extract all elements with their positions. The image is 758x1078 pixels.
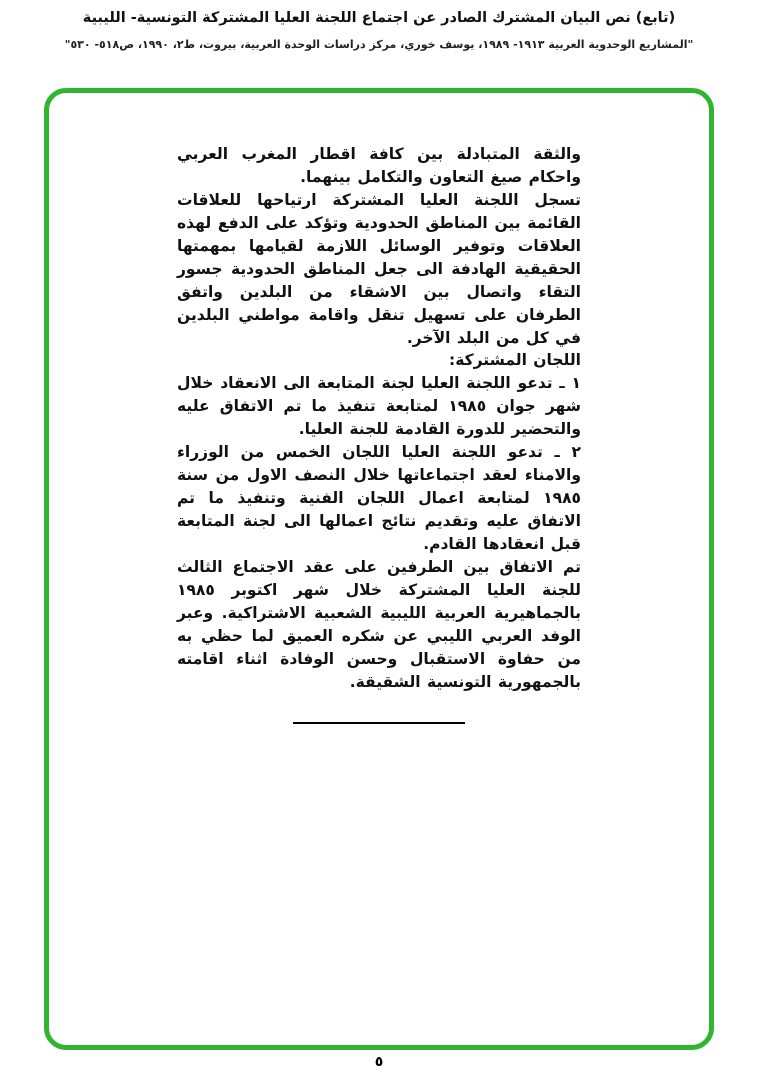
paragraph-item-2: ٢ ـ تدعو اللجنة العليا اللجان الخمس من الوزراء والامناء لعقد اجتماعاتها خلال النصف الاول من سنة ١٩٨٥ لمتابعة اعمال اللجان الفنية وتنفيذ ما تم الاتفاق عليه وتقديم نتائج اعمالها الى لجنة المتابعة قبل انعقادها القادم. — [177, 443, 581, 553]
page-border-frame — [44, 88, 714, 1050]
document-source-citation: "المشاريع الوحدوية العربية ١٩١٣- ١٩٨٩، يوسف خوري، مركز دراسات الوحدة العربية، بيروت، ط٢، ١٩٩٠، ص٥١٨- ٥٣٠" — [64, 38, 694, 51]
paragraph-committee-relations: تسجل اللجنة العليا المشتركة ارتياحها للعلاقات القائمة بين المناطق الحدودية وتؤكد على الدفع لهذه العلاقات وتوفير الوسائل اللازمة لقيامها بمهمتها الحقيقية الهادفة الى جعل المناطق الحدودية جسور التقاء واتصال بين الاشقاء من البلدين واتفق الطرفان على تسهيل تنقل واقامة مواطني البلدين في كل من البلد الآخر. — [177, 190, 581, 347]
paragraph-intro: والثقة المتبادلة بين كافة اقطار المغرب العربي واحكام صيغ التعاون والتكامل بينهما. — [177, 145, 581, 186]
paragraph-closing: تم الاتفاق بين الطرفين على عقد الاجتماع الثالث للجنة العليا المشتركة خلال شهر اكتوبر ١٩٨٥ بالجماهيرية العربية الليبية الشعبية الاشتراكية. وعبر الوفد العربي الليبي عن شكره العميق لما حظي به من حفاوة الاستقبال وحسن الوفادة اثناء اقامته بالجمهورية التونسية الشقيقة. — [177, 557, 581, 691]
paragraph-joint-committees-heading: اللجان المشتركة: — [449, 351, 581, 370]
document-header — [0, 10, 758, 51]
paragraph-item-1: ١ ـ تدعو اللجنة العليا لجنة المتابعة الى الانعقاد خلال شهر جوان ١٩٨٥ لمتابعة تنفيذ ما تم الاتفاق عليه والتحضير للدورة القادمة للجنة العليا. — [177, 374, 581, 439]
document-title: (تابع) نص البيان المشترك الصادر عن اجتماع اللجنة العليا المشتركة التونسية- الليبية — [82, 10, 676, 26]
section-divider-line — [293, 722, 465, 724]
body-text-column — [177, 143, 581, 724]
page-number: ٥ — [374, 1054, 384, 1070]
